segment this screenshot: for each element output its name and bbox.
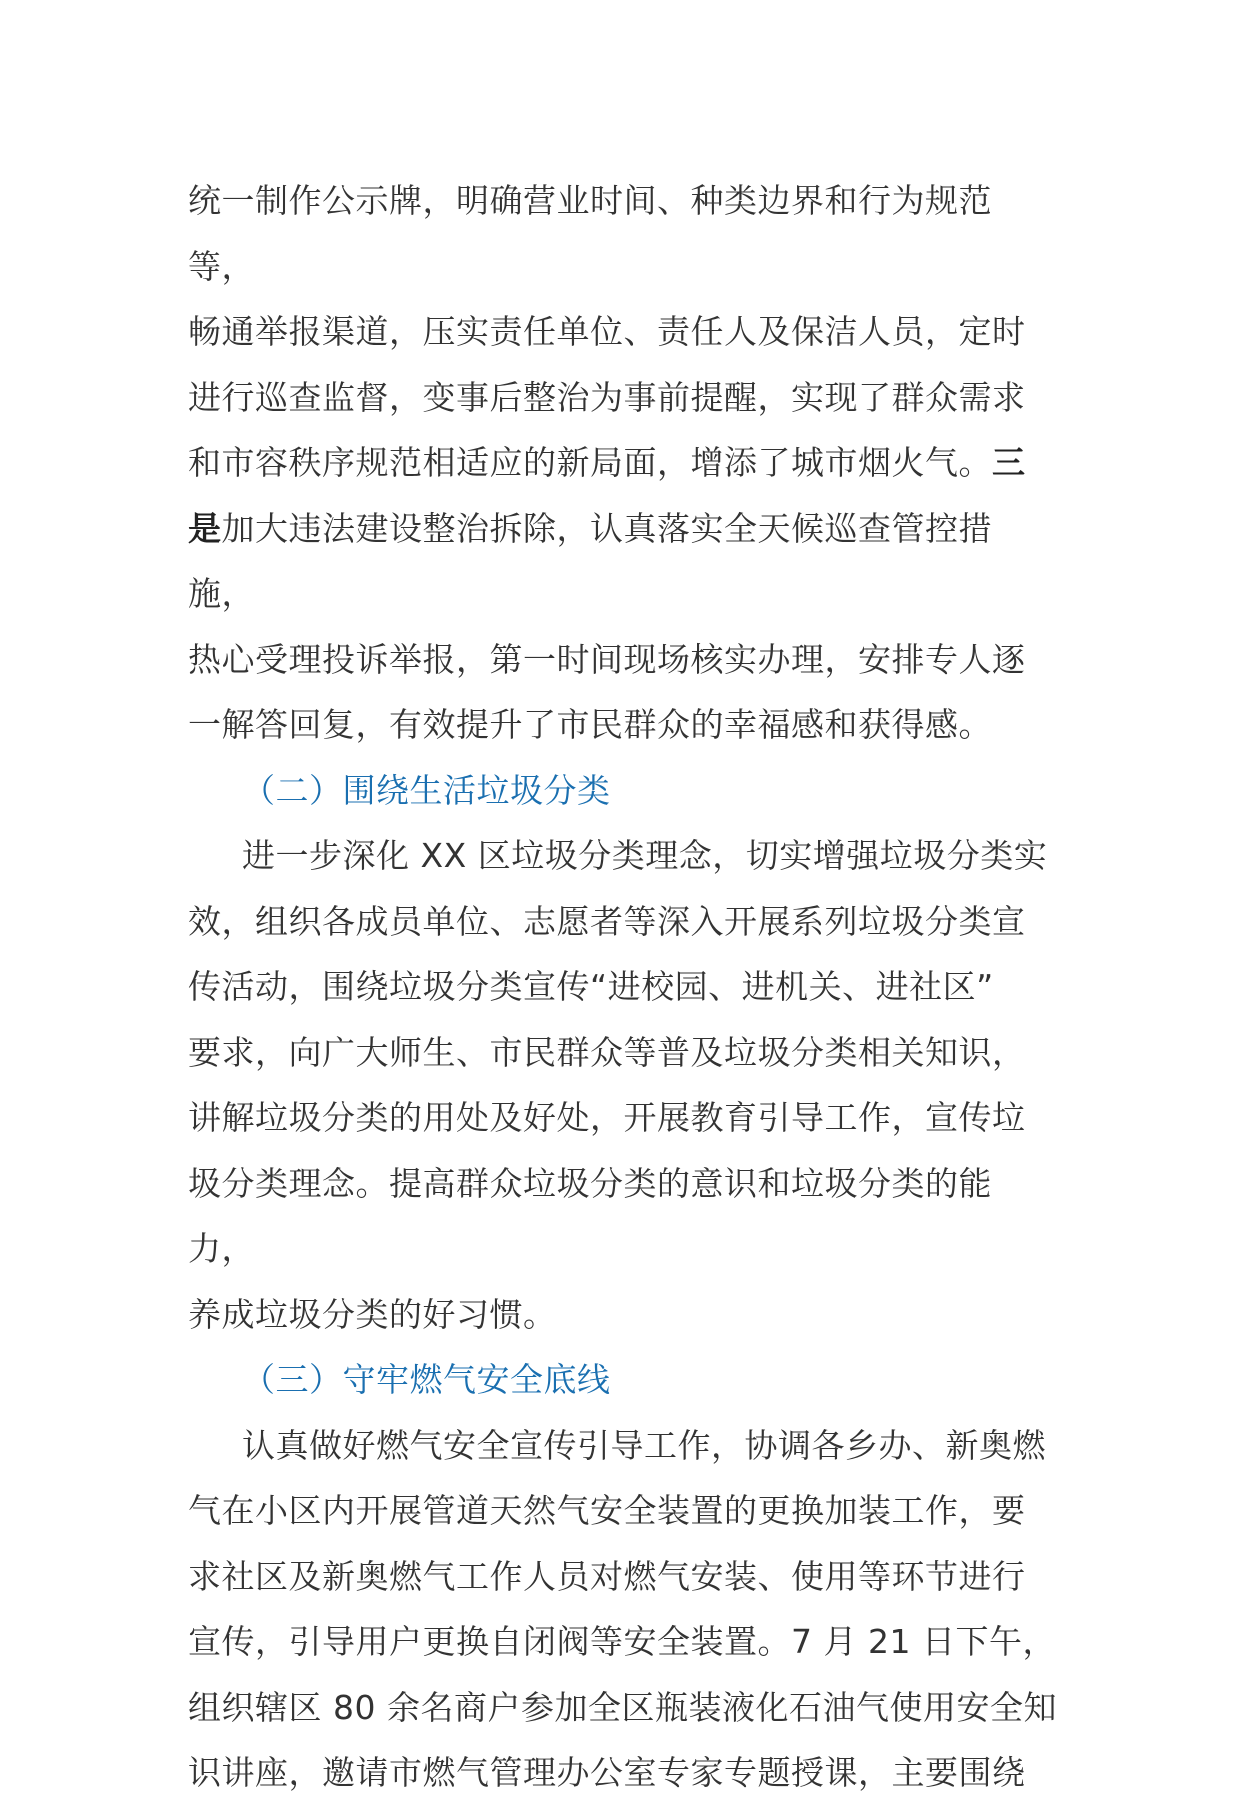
paragraph-gas-safety (188, 1413, 1058, 1806)
text-line: 热心受理投诉举报，第一时间现场核实办理，安排专人逐 (188, 639, 1026, 679)
text-line (188, 430, 1058, 496)
text-line: 效，组织各成员单位、志愿者等深入开展系列垃圾分类宣 (188, 901, 1026, 941)
paragraph-city-order (188, 168, 1058, 758)
section-heading-text: （三）守牢燃气安全底线 (242, 1360, 611, 1399)
text-line: 宣传，引导用户更换自闭阀等安全装置。7 月 21 日下午， (188, 1622, 1056, 1661)
text-line: 畅通举报渠道，压实责任单位、责任人及保洁人员，定时 (188, 312, 1026, 351)
text-line: 统一制作公示牌，明确营业时间、种类边界和行为规范等， (188, 181, 992, 286)
text-line: 要求，向广大师生、市民群众等普及垃圾分类相关知识， (188, 1032, 1026, 1072)
text-line: 求社区及新奥燃气工作人员对燃气安装、使用等环节进行 (188, 1556, 1026, 1596)
text-line: 养成垃圾分类的好习惯。 (188, 1294, 557, 1334)
text-line: 一解答回复，有效提升了市民群众的幸福感和获得感。 (188, 705, 992, 744)
text-run: 和市容秩序规范相适应的新局面，增添了城市烟火气。 (188, 443, 992, 482)
text-line: 识讲座，邀请市燃气管理办公室专家专题授课，主要围绕 (188, 1753, 1026, 1792)
text-line: 传活动，围绕垃圾分类宣传“进校园、进机关、进社区” (188, 967, 994, 1006)
section-heading-gas-safety (188, 1347, 1058, 1413)
text-run: 加大违法建设整治拆除，认真落实全天候巡查管控措施， (188, 508, 992, 613)
bold-ordinal-part1: 三 (992, 443, 1026, 482)
text-line (188, 496, 1058, 627)
section-heading-text: （二）围绕生活垃圾分类 (242, 770, 611, 810)
text-line: 气在小区内开展管道天然气安全装置的更换加装工作，要 (188, 1491, 1026, 1530)
document-body (188, 168, 1058, 1806)
text-line: 讲解垃圾分类的用处及好处，开展教育引导工作，宣传垃 (188, 1098, 1026, 1137)
section-heading-garbage-sorting (188, 758, 1058, 824)
paragraph-garbage-sorting (188, 823, 1058, 1347)
text-line: 进行巡查监督，变事后整治为事前提醒，实现了群众需求 (188, 377, 1026, 417)
text-line: 认真做好燃气安全宣传引导工作，协调各乡办、新奥燃 (242, 1425, 1046, 1465)
text-line: 组织辖区 80 余名商户参加全区瓶装液化石油气使用安全知 (188, 1687, 1057, 1727)
bold-ordinal-part2: 是 (188, 508, 222, 548)
text-line: 圾分类理念。提高群众垃圾分类的意识和垃圾分类的能力， (188, 1163, 992, 1268)
text-line: 进一步深化 XX 区垃圾分类理念，切实增强垃圾分类实 (242, 836, 1048, 875)
